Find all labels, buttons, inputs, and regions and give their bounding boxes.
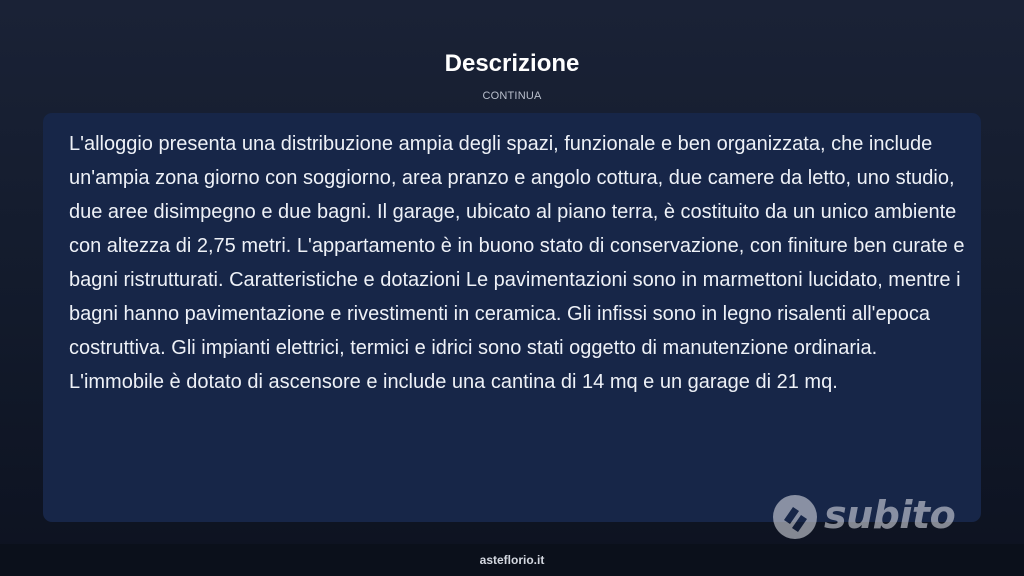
subito-logo-icon — [772, 494, 818, 540]
description-text: L'alloggio presenta una distribuzione ampia degli spazi, funzionale e ben organizzata, che include un'ampia zona giorno con soggiorno, area pranzo e angolo cottura, due camere da letto, uno studio, due aree disimpegno e due bagni. Il garage, ubicato al piano terra, è costituito da un unico ambiente con altezza di 2,75 metri. L'appartamento è in buono stato di conservazione, con finiture ben curate e bagni ristrutturati. Caratteristiche e dotazioni Le pavimentazioni sono in marmettoni lucidato, mentre i bagni hanno pavimentazione e rivestimenti in ceramica. Gli infissi sono in legno risalenti all'epoca costruttiva. Gli impianti elettrici, termici e idrici sono stati oggetto di manutenzione ordinaria. L'immobile è dotato di ascensore e include una cantina di 14 mq e un garage di 21 mq. — [69, 133, 965, 393]
subito-watermark — [772, 492, 972, 542]
footer-site: asteflorio.it — [479, 553, 545, 567]
continue-link[interactable]: CONTINUA — [482, 90, 542, 102]
subito-wordmark: subito — [824, 493, 956, 537]
footer-bar — [0, 544, 1024, 576]
description-card — [43, 113, 981, 522]
page-title: Descrizione — [444, 50, 580, 77]
